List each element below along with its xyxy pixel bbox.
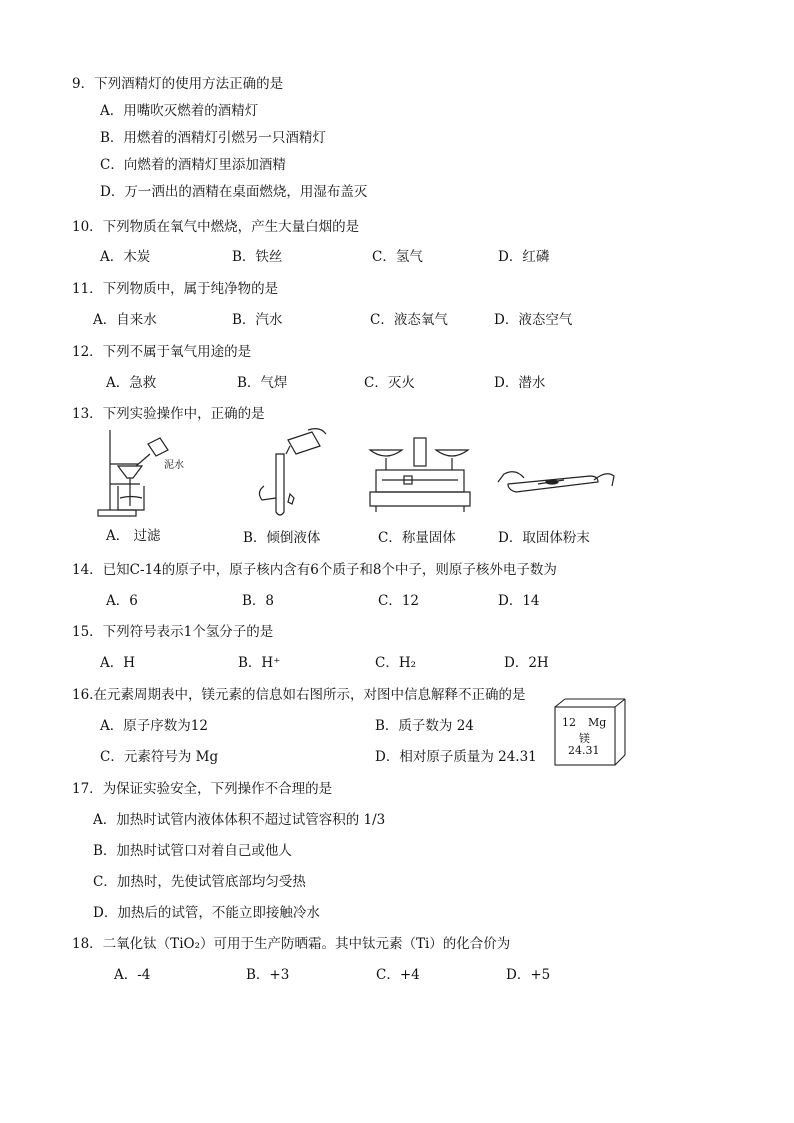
option-15b[interactable]: B．H⁺: [238, 655, 281, 671]
question-stem: 下列符号表示1个氢分子的是: [102, 624, 274, 640]
question-number: 15．: [72, 624, 103, 640]
element-symbol: Mg: [588, 716, 607, 729]
option-18a[interactable]: A．-4: [114, 967, 151, 983]
pouring-liquid-icon: [248, 426, 328, 520]
question-number: 18．: [72, 936, 103, 952]
option-10a[interactable]: A．木炭: [100, 249, 151, 265]
question-number: 13．: [72, 406, 103, 422]
option-13b[interactable]: B．倾倒液体: [243, 530, 321, 546]
option-11a[interactable]: A．自来水: [93, 312, 157, 328]
powder-figure: [494, 454, 618, 504]
option-13d[interactable]: D．取固体粉末: [498, 530, 590, 546]
question-number: 14．: [72, 562, 103, 578]
question-15: [72, 620, 273, 640]
option-10c[interactable]: C．氢气: [372, 249, 423, 265]
filtration-figure: [96, 426, 206, 520]
question-stem: 二氧化钛（TiO₂）可用于生产防晒霜。其中钛元素（Ti）的化合价为: [102, 936, 511, 952]
option-9d[interactable]: D．万一洒出的酒精在桌面燃烧，用湿布盖灭: [100, 184, 368, 200]
option-13a[interactable]: A． 过滤: [106, 528, 161, 544]
option-16a[interactable]: A．原子序数为12: [100, 718, 208, 734]
option-12b[interactable]: B．气焊: [237, 375, 288, 391]
option-13c[interactable]: C．称量固体: [378, 530, 456, 546]
question-number: 10．: [72, 219, 103, 235]
question-14: [72, 558, 557, 578]
element-name: 镁: [579, 732, 590, 745]
option-9c[interactable]: C．向燃着的酒精灯里添加酒精: [100, 157, 286, 173]
option-12d[interactable]: D．潜水: [494, 375, 546, 391]
option-12a[interactable]: A．急救: [106, 375, 157, 391]
option-15c[interactable]: C．H₂: [375, 655, 417, 671]
question-9: [72, 72, 283, 92]
option-16b[interactable]: B．质子数为 24: [375, 718, 474, 734]
question-12: [72, 340, 251, 360]
question-stem: 为保证实验安全，下列操作不合理的是: [102, 781, 333, 797]
option-14a[interactable]: A．6: [106, 593, 138, 609]
option-17c[interactable]: C．加热时，先使试管底部均匀受热: [93, 874, 306, 890]
element-atomic-mass: 24.31: [568, 744, 600, 757]
question-stem: 已知C-14的原子中，原子核内含有6个质子和8个中子，则原子核外电子数为: [102, 562, 557, 578]
option-10b[interactable]: B．铁丝: [232, 249, 283, 265]
option-16d[interactable]: D．相对原子质量为 24.31: [375, 749, 537, 765]
option-11c[interactable]: C．液态氧气: [370, 312, 448, 328]
filtration-apparatus-icon: [96, 426, 206, 520]
question-10: [72, 215, 359, 235]
question-17: [72, 777, 332, 797]
element-atomic-number: 12: [562, 716, 576, 729]
pouring-figure: [248, 426, 328, 520]
option-9a[interactable]: A．用嘴吹灭燃着的酒精灯: [100, 103, 259, 119]
question-13: [72, 402, 265, 422]
question-stem: 下列不属于氧气用途的是: [102, 344, 252, 360]
option-11b[interactable]: B．汽水: [232, 312, 283, 328]
question-number: 11．: [72, 281, 103, 297]
question-number: 17．: [72, 781, 103, 797]
figure-label-muddy-water: 泥水: [164, 460, 184, 471]
powder-in-test-tube-icon: [494, 454, 618, 504]
option-15a[interactable]: A．H: [100, 655, 136, 671]
question-stem: 下列物质在氧气中燃烧，产生大量白烟的是: [102, 219, 360, 235]
option-10d[interactable]: D．红磷: [498, 249, 550, 265]
option-18b[interactable]: B．+3: [246, 967, 290, 983]
option-14b[interactable]: B．8: [242, 593, 275, 609]
question-number: 16.: [72, 687, 94, 703]
option-18c[interactable]: C．+4: [376, 967, 420, 983]
option-16c[interactable]: C．元素符号为 Mg: [100, 749, 219, 765]
question-stem: 下列实验操作中，正确的是: [102, 406, 265, 422]
balance-figure: [366, 436, 476, 516]
option-14c[interactable]: C．12: [378, 593, 420, 609]
question-stem: 下列物质中，属于纯净物的是: [102, 281, 279, 297]
option-14d[interactable]: D．14: [498, 593, 540, 609]
option-9b[interactable]: B．用燃着的酒精灯引燃另一只酒精灯: [100, 130, 326, 146]
balance-scale-icon: [366, 436, 476, 516]
option-17b[interactable]: B．加热时试管口对着自己或他人: [93, 843, 292, 859]
option-11d[interactable]: D．液态空气: [494, 312, 573, 328]
question-stem: 下列酒精灯的使用方法正确的是: [94, 76, 284, 92]
element-card-magnesium: [554, 698, 626, 766]
question-number: 12．: [72, 344, 103, 360]
option-15d[interactable]: D．2H: [504, 655, 549, 671]
option-18d[interactable]: D．+5: [506, 967, 551, 983]
question-18: [72, 932, 510, 952]
option-17a[interactable]: A．加热时试管内液体体积不超过试管容积的 1/3: [93, 812, 386, 828]
question-stem: 在元素周期表中，镁元素的信息如右图所示，对图中信息解释不正确的是: [93, 687, 526, 703]
question-11: [72, 277, 278, 297]
option-12c[interactable]: C．灭火: [364, 375, 415, 391]
option-17d[interactable]: D．加热后的试管，不能立即接触冷水: [93, 905, 320, 921]
question-16: [72, 683, 525, 703]
question-number: 9．: [72, 76, 95, 92]
